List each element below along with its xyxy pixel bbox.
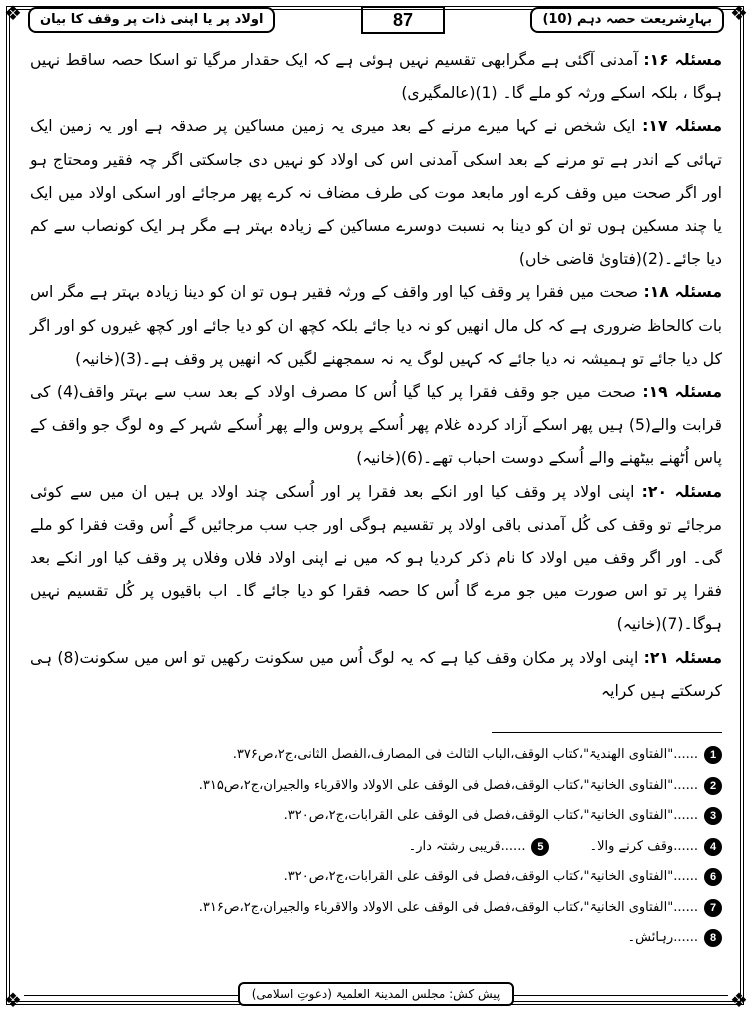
book-title: بہارِشریعت حصہ دہم (10) [530, 7, 724, 33]
footnote-text: ......"الفتاوی الخانیۃ"،کتاب الوقف،فصل فی الوقف علی القرابات،ج۲،ص۳۲۰. [283, 808, 698, 823]
masala-paragraph [30, 376, 722, 476]
footnote-text: ......"الفتاوی الھندیۃ"،کتاب الوقف،الباب الثالث فی المصارف،الفصل الثانی،ج۲،ص۳۷۶. [232, 747, 698, 762]
masala-text: صحت میں فقرا پر وقف کیا اور واقف کے ورثہ فقیر ہوں تو ان کو دینا زیادہ بہتر ہے مگر اس بات کالحاظ ضروری ہے کہ کل مال انھیں کو نہ دیا جائے بلکہ کچھ ان کو دیا جائے اور کچھ غیروں کو اور اگر کل دیا جائے تو ہمیشہ نہ دیا جائے کہ کہیں لوگ یہ نہ سمجھنے لگیں کہ انھیں پر وقف ہے۔(3)(خانیہ) [30, 283, 722, 368]
page-number: 87 [361, 6, 445, 34]
footnote-number: 3 [704, 807, 722, 825]
main-text [30, 44, 722, 708]
masala-text: آمدنی آگئی ہے مگرابھی تقسیم نہیں ہوئی ہے کہ ایک حقدار مرگیا تو اسکا حصہ ساقط نہیں ہوگا ، بلکہ اسکے ورثہ کو ملے گا۔ (1)(عالمگیری) [30, 51, 722, 103]
masala-label: مسئلہ ۱۸: [643, 283, 722, 302]
page-header [28, 6, 724, 34]
footnote-number: 4 [704, 838, 722, 856]
footnote-number: 1 [704, 746, 722, 764]
footnote-number: 8 [704, 929, 722, 947]
footnote [30, 740, 722, 771]
page-footer [0, 983, 752, 1005]
footnote-text: ......وقف کرنے والا۔ [589, 838, 698, 854]
masala-paragraph [30, 44, 722, 110]
footnote-number: 5 [531, 838, 549, 856]
footnote-number: 6 [704, 868, 722, 886]
footnote-number: 7 [704, 899, 722, 917]
corner-ornament-icon: ❖ [730, 1, 748, 25]
masala-label: مسئلہ ۲۱: [643, 648, 722, 667]
footnote-text: ......قریبی رشتہ دار۔ [408, 838, 526, 854]
publisher-credit: پیش کش: مجلس المدینۃ العلمیۃ (دعوتِ اسلامی) [238, 982, 515, 1006]
masala-paragraph [30, 476, 722, 642]
corner-ornament-icon: ❖ [4, 1, 22, 25]
masala-text: اپنی اولاد پر مکان وقف کیا ہے کہ یہ لوگ اُس میں سکونت رکھیں تو اس میں سکونت(8) ہی کرسکتے ہیں کرایہ [30, 648, 722, 700]
corner-ornament-icon: ❖ [730, 988, 748, 1012]
masala-text: ایک شخص نے کہا میرے مرنے کے بعد میری یہ زمین مساکین پر صدقہ ہے اور یہ زمین ایک تہائی کے اندر ہے تو مرنے کے بعد اسکی آمدنی اس کی اولاد کو نہیں دی جاسکتی اگر چہ فقیر ومحتاج ہو اور اگر صحت میں وقف کرے اور مابعد موت کی طرف مضاف نہ کرے پھر مرجائے اور اسکی اولاد میں ایک یا چند مسکین ہوں تو ان کو دینا بہ نسبت دوسرے مساکین کے زیادہ بہتر ہے مگر ہر ایک کونصاب سے کم دیا جائے۔(2)(فتاویٰ قاضی خاں) [30, 117, 722, 269]
chapter-title: اولاد پر یا اپنی ذات پر وقف کا بیان [28, 7, 275, 33]
footnote-text: ......"الفتاوی الخانیۃ"،کتاب الوقف،فصل فی الوقف علی الاولاد والاقرباء والجیران،ج۲،ص۳۱۶. [198, 899, 698, 915]
footnote [30, 771, 722, 802]
footnote-text: ......"الفتاوی الخانیۃ"،کتاب الوقف،فصل فی الوقف علی القرابات،ج۲،ص۳۲۰. [283, 869, 698, 884]
masala-label: مسئلہ ۲۰: [641, 482, 722, 501]
footnote [30, 923, 722, 954]
footnote [30, 893, 722, 924]
masala-text: اپنی اولاد پر وقف کیا اور انکے بعد فقرا پر اور اُسکی چند اولاد یں ہیں ان میں سے کوئی مرجائے تو وقف کی کُل آمدنی باقی اولاد پر تقسیم ہوگی اور جب سب مرجائیں گے اُس وقت فقرا کو ملے گی۔ اور اگر وقف میں اولاد کا نام ذکر کردیا ہو کہ میں نے اپنی اولاد فلاں وفلاں پر وقف کیا اور انکے بعد فقرا پر تو اس صورت میں جو مرے گا اُس کا حصہ فقرا کو دیا جائے گا۔ اب باقیوں پر کُل تقسیم نہیں ہوگا۔(7)(خانیہ) [30, 482, 722, 634]
masala-paragraph [30, 276, 722, 376]
masala-label: مسئلہ ۱۶: [643, 51, 722, 69]
masala-paragraph [30, 642, 722, 708]
corner-ornament-icon: ❖ [4, 988, 22, 1012]
footnote-number: 2 [704, 777, 722, 795]
footnote [30, 801, 722, 832]
footnotes [30, 740, 722, 954]
footnote-text: ......رہائش۔ [627, 930, 698, 945]
masala-label: مسئلہ ۱۹: [642, 383, 723, 402]
footnote [30, 832, 722, 863]
masala-label: مسئلہ ۱۷: [642, 117, 722, 136]
footnote-text: ......"الفتاوی الخانیۃ"،کتاب الوقف،فصل فی الوقف علی الاولاد والاقرباء والجیران،ج۲،ص۳۱۵. [198, 777, 698, 793]
masala-paragraph [30, 110, 722, 276]
footnote-separator [492, 732, 722, 733]
masala-text: صحت میں جو وقف فقرا پر کیا گیا اُس کا مصرف اولاد کے بعد سب سے بہتر واقف(4) کی قرابت والے(5) ہیں پھر اسکے آزاد کردہ غلام پھر اُسکے پروس والے پھر اُسکے شہر کے وہ لوگ جو واقف کے پاس اُٹھنے بیٹھنے والے اُسکے دوست احباب تھے۔(6)(خانیہ) [30, 383, 722, 468]
footnote [30, 862, 722, 893]
